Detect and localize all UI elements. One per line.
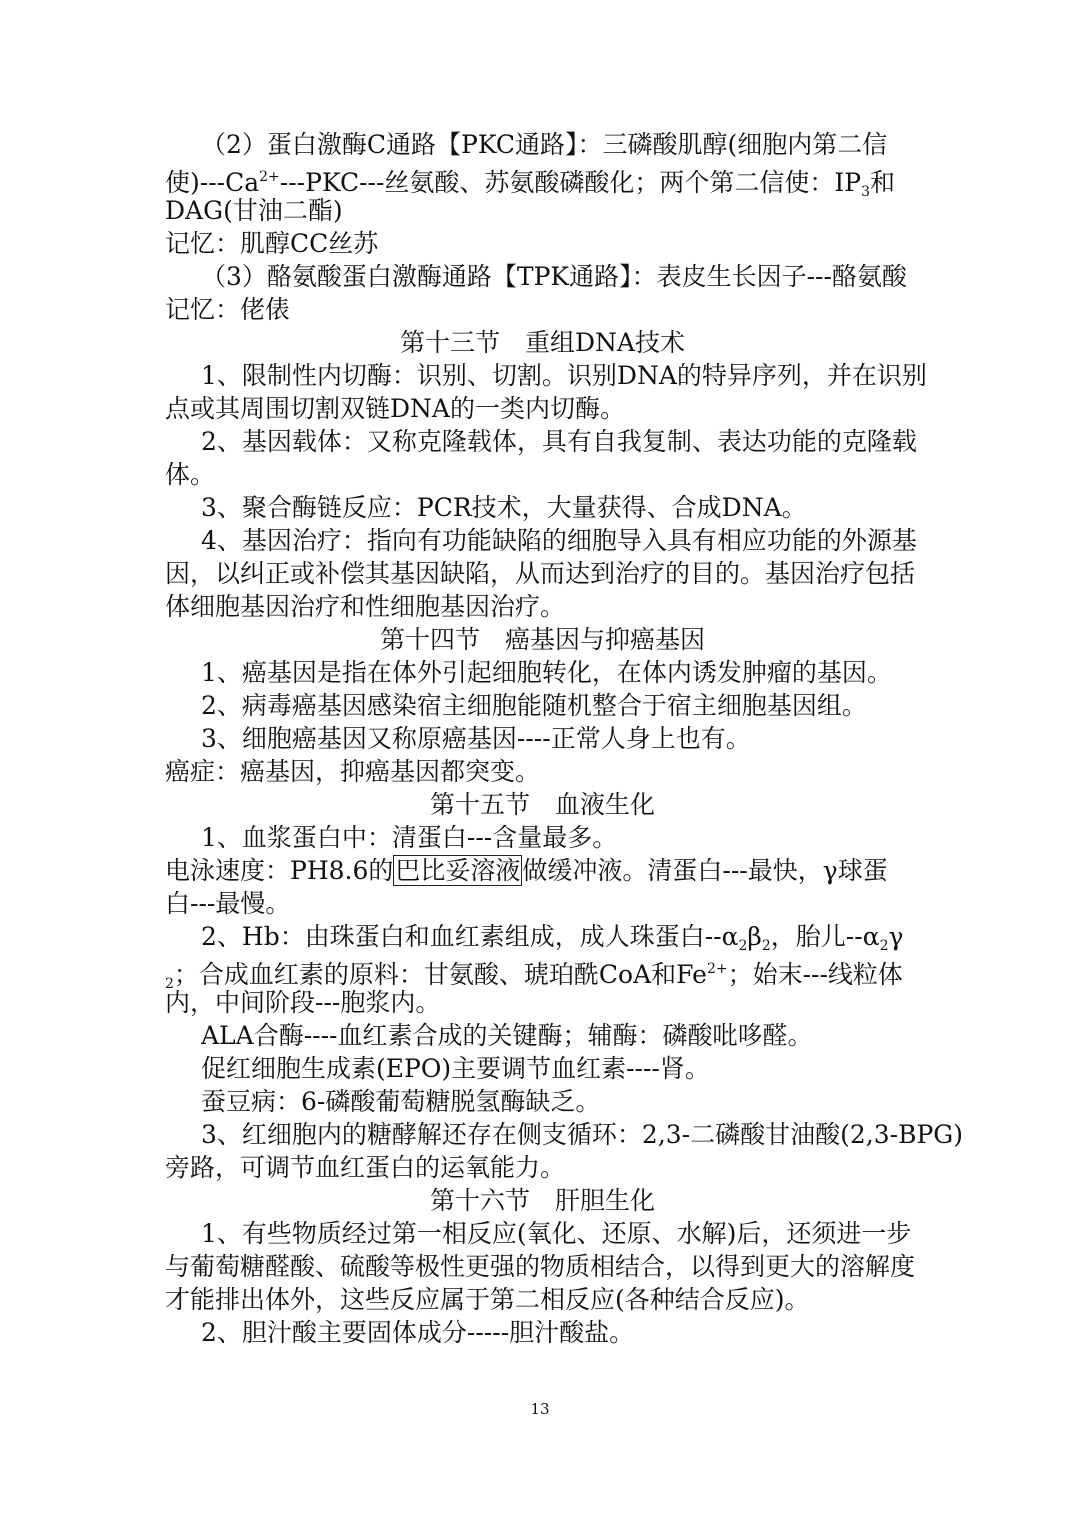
text-span: 1、限制性内切酶：识别、切割。识别DNA的特异序列，并在识别 bbox=[201, 361, 927, 390]
text-span: 内，中间阶段---胞浆内。 bbox=[165, 988, 441, 1017]
text-line bbox=[165, 524, 920, 557]
text-span: 3、红细胞内的糖酵解还存在侧支循环：2,3-二磷酸甘油酸(2,3-BPG) bbox=[201, 1120, 963, 1149]
text-line bbox=[165, 1217, 920, 1250]
text-line bbox=[165, 755, 920, 788]
text-span: ---PKC---丝氨酸、苏氨酸磷酸化；两个第二信使：IP bbox=[279, 168, 862, 197]
text-span: 1、血浆蛋白中：清蛋白---含量最多。 bbox=[201, 823, 618, 852]
text-span: 记忆：肌醇CC丝苏 bbox=[165, 229, 379, 258]
text-span: （2）蛋白激酶C通路【PKC通路】：三磷酸肌醇(细胞内第二信 bbox=[201, 130, 888, 159]
section-heading bbox=[165, 326, 920, 359]
text-line bbox=[165, 590, 920, 623]
text-line bbox=[165, 392, 920, 425]
text-span: 蚕豆病：6-磷酸葡萄糖脱氢酶缺乏。 bbox=[201, 1087, 601, 1116]
text-span: γ bbox=[888, 922, 904, 951]
subscript: 2 bbox=[738, 938, 748, 954]
text-span: 使)---Ca bbox=[165, 168, 260, 197]
text-line bbox=[165, 557, 920, 590]
text-span: （3）酪氨酸蛋白激酶通路【TPK通路】：表皮生长因子---酪氨酸 bbox=[201, 262, 907, 291]
text-span: 3、细胞癌基因又称原癌基因----正常人身上也有。 bbox=[201, 724, 751, 753]
text-line bbox=[165, 491, 920, 524]
text-line bbox=[165, 260, 920, 293]
text-span: 3、聚合酶链反应：PCR技术，大量获得、合成DNA。 bbox=[201, 493, 807, 522]
section-heading bbox=[165, 1184, 920, 1217]
text-span: 1、癌基因是指在体外引起细胞转化，在体内诱发肿瘤的基因。 bbox=[201, 658, 892, 687]
text-span: 4、基因治疗：指向有功能缺陷的细胞导入具有相应功能的外源基 bbox=[201, 526, 917, 555]
text-span: 做缓冲液。清蛋白---最快，γ球蛋 bbox=[522, 856, 888, 885]
text-span: 体细胞基因治疗和性细胞基因治疗。 bbox=[165, 592, 566, 621]
text-line bbox=[165, 1052, 920, 1085]
text-line bbox=[165, 920, 920, 953]
text-line bbox=[165, 1085, 920, 1118]
heading-text: 第十五节 血液生化 bbox=[429, 790, 655, 819]
text-line bbox=[165, 821, 920, 854]
text-span: 和 bbox=[870, 168, 896, 197]
heading-text: 第十三节 重组DNA技术 bbox=[400, 328, 685, 357]
text-span: 癌症：癌基因，抑癌基因都突变。 bbox=[165, 757, 541, 786]
text-line bbox=[165, 1151, 920, 1184]
text-span: 1、有些物质经过第一相反应(氧化、还原、水解)后，还须进一步 bbox=[201, 1219, 912, 1248]
text-span: ALA合酶----血红素合成的关键酶；辅酶：磷酸吡哆醛。 bbox=[201, 1021, 813, 1050]
text-span: 白---最慢。 bbox=[165, 889, 291, 918]
text-span: 旁路，可调节血红蛋白的运氧能力。 bbox=[165, 1153, 566, 1182]
text-span: DAG(甘油二酯) bbox=[165, 196, 343, 225]
text-line bbox=[165, 293, 920, 326]
text-line bbox=[165, 656, 920, 689]
text-span: ，胎儿--α bbox=[770, 922, 880, 951]
text-span: 记忆：佬俵 bbox=[165, 295, 291, 324]
text-span: 2、病毒癌基因感染宿主细胞能随机整合于宿主细胞基因组。 bbox=[201, 691, 867, 720]
superscript: 2+ bbox=[259, 169, 280, 185]
text-line bbox=[165, 854, 920, 887]
section-heading bbox=[165, 788, 920, 821]
boxed-term: 巴比妥溶液 bbox=[395, 856, 521, 885]
text-span: 促红细胞生成素(EPO)主要调节血红素----肾。 bbox=[201, 1054, 710, 1083]
text-line bbox=[165, 359, 927, 392]
text-line bbox=[165, 161, 920, 200]
subscript: 3 bbox=[861, 184, 871, 200]
text-line bbox=[165, 953, 920, 992]
subscript: 2 bbox=[879, 938, 889, 954]
text-line bbox=[165, 1316, 920, 1349]
heading-text: 第十六节 肝胆生化 bbox=[429, 1186, 655, 1215]
text-line bbox=[165, 887, 920, 920]
text-span: ；合成血红素的原料：甘氨酸、琥珀酰CoA和Fe bbox=[173, 960, 707, 989]
subscript: 2 bbox=[165, 976, 174, 992]
text-span: 与葡萄糖醛酸、硫酸等极性更强的物质相结合，以得到更大的溶解度 bbox=[165, 1252, 916, 1281]
superscript: 2+ bbox=[706, 961, 728, 977]
text-line bbox=[165, 1283, 920, 1316]
text-span: 点或其周围切割双链DNA的一类内切酶。 bbox=[165, 394, 625, 423]
text-line bbox=[165, 722, 920, 755]
text-span: 2、胆汁酸主要固体成分-----胆汁酸盐。 bbox=[201, 1318, 635, 1347]
text-span: β bbox=[747, 922, 762, 951]
text-line bbox=[165, 689, 920, 722]
section-heading bbox=[165, 623, 920, 656]
subscript: 2 bbox=[761, 938, 771, 954]
text-span: ；始末---线粒体 bbox=[727, 960, 903, 989]
text-span: 因，以纠正或补偿其基因缺陷，从而达到治疗的目的。基因治疗包括 bbox=[165, 559, 916, 588]
heading-text: 第十四节 癌基因与抑癌基因 bbox=[379, 625, 705, 654]
text-line bbox=[165, 1118, 963, 1151]
text-span: 体。 bbox=[165, 460, 216, 489]
text-span: 2、基因载体：又称克隆载体，具有自我复制、表达功能的克隆载 bbox=[201, 427, 917, 456]
document-body bbox=[165, 128, 963, 1349]
text-line bbox=[165, 458, 920, 491]
text-line bbox=[165, 128, 920, 161]
text-line bbox=[165, 194, 920, 227]
text-span: 才能排出体外，这些反应属于第二相反应(各种结合反应)。 bbox=[165, 1285, 810, 1314]
text-span: 2、Hb：由珠蛋白和血红素组成，成人珠蛋白--α bbox=[201, 922, 739, 951]
text-line bbox=[165, 1019, 920, 1052]
text-span: 电泳速度：PH8.6的 bbox=[165, 856, 394, 885]
text-line bbox=[165, 1250, 920, 1283]
text-line bbox=[165, 986, 920, 1019]
text-line bbox=[165, 425, 920, 458]
page-number: 13 bbox=[530, 1400, 550, 1418]
text-line bbox=[165, 227, 920, 260]
